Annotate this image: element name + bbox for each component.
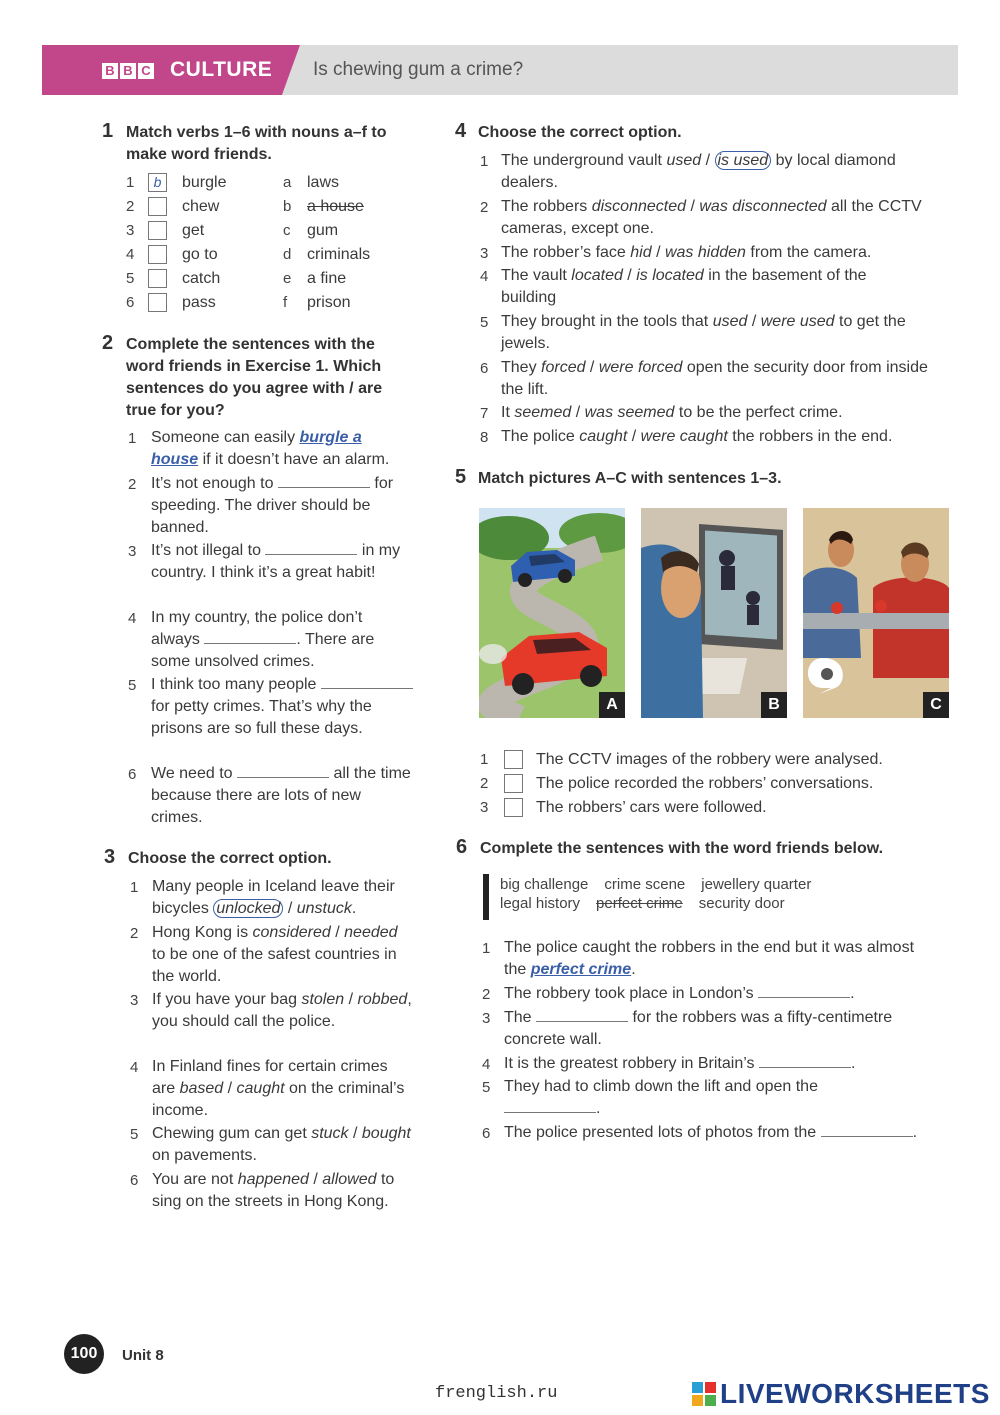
picture-label: B xyxy=(761,692,787,718)
option[interactable]: caught xyxy=(579,428,628,445)
list-item: I think too many people for petty crimes. That’s why the prisons are so full these days. xyxy=(151,674,413,740)
exercise-number: 6 xyxy=(456,836,468,858)
option[interactable]: hid xyxy=(630,244,652,261)
answer-box[interactable] xyxy=(148,197,167,216)
answer-blank[interactable] xyxy=(265,542,357,555)
word-chip: crime scene xyxy=(604,876,686,893)
answer-blank[interactable] xyxy=(278,475,370,488)
list-item: The police recorded the robbers’ conversations. xyxy=(536,775,874,792)
word-chip: perfect crime xyxy=(596,895,683,912)
option[interactable]: based xyxy=(179,1080,224,1097)
option[interactable]: seemed xyxy=(514,404,572,421)
unit-label: Unit 8 xyxy=(122,1347,164,1364)
word-chip: security door xyxy=(698,895,785,912)
option[interactable]: happened xyxy=(237,1171,309,1188)
liveworksheets-logo: LIVEWORKSHEETS xyxy=(692,1378,990,1410)
word-chip: jewellery quarter xyxy=(701,876,812,893)
answer-blank[interactable] xyxy=(759,1055,851,1068)
answer-box[interactable] xyxy=(148,293,167,312)
list-item: The CCTV images of the robbery were analysed. xyxy=(536,751,883,768)
option[interactable]: disconnected xyxy=(591,198,687,215)
word-box xyxy=(500,876,811,912)
answer-blank[interactable] xyxy=(504,1100,596,1113)
bbc-logo: B B C xyxy=(102,63,154,79)
exercise-instruction: Choose the correct option. xyxy=(478,124,682,141)
exercise-instruction: Complete the sentences with the word friends below. xyxy=(480,840,884,857)
option[interactable]: stolen xyxy=(301,991,345,1008)
site-watermark: frenglish.ru xyxy=(435,1384,558,1403)
option[interactable]: stuck xyxy=(311,1125,349,1142)
word-box-bar xyxy=(483,874,489,920)
answer-box[interactable] xyxy=(504,798,523,817)
list-item: Hong Kong is considered / needed to be one of the safest countries in the world. xyxy=(152,924,398,985)
list-item: The robbery took place in London’s . xyxy=(504,985,855,1002)
page-title: Is chewing gum a crime? xyxy=(313,59,524,80)
picture-a xyxy=(479,508,625,718)
exercise-number: 5 xyxy=(455,466,467,488)
answer-box[interactable] xyxy=(504,774,523,793)
list-item: If you have your bag stolen / robbed, you should call the police. xyxy=(152,991,412,1030)
list-item: The robbers disconnected / was disconnected all the CCTV cameras, except one. xyxy=(501,198,922,237)
option[interactable]: was seemed xyxy=(584,404,675,421)
exercise-instruction: Complete the sentences with the word friends in Exercise 1. Which sentences do you agree with / are true for you? xyxy=(126,336,383,419)
liveworksheets-icon xyxy=(692,1382,716,1406)
answer-box[interactable] xyxy=(148,269,167,288)
word-chip: big challenge xyxy=(500,876,589,893)
list-item: They forced / were forced open the security door from inside the lift. xyxy=(501,359,928,398)
option[interactable]: was hidden xyxy=(664,244,746,261)
option[interactable]: unlocked xyxy=(213,899,283,918)
answer-box[interactable] xyxy=(148,221,167,240)
answer-blank[interactable] xyxy=(758,985,850,998)
exercise-instruction: Match verbs 1–6 with nouns a–f to make word friends. xyxy=(126,124,387,163)
list-item: The for the robbers was a fifty-centimetre concrete wall. xyxy=(504,1009,893,1048)
picture-label: A xyxy=(599,692,625,718)
list-item: Many people in Iceland leave their bicycles unlocked / unstuck. xyxy=(152,878,395,917)
option[interactable]: robbed xyxy=(357,991,408,1008)
list-item: It’s not illegal to in my country. I think it’s a great habit! xyxy=(151,542,401,581)
answer-box[interactable] xyxy=(148,245,167,264)
list-item: The underground vault used / is used by local diamond dealers. xyxy=(501,152,896,191)
picture-c xyxy=(803,508,949,718)
list-item: The robbers’ cars were followed. xyxy=(536,799,767,816)
list-item: It is the greatest robbery in Britain’s . xyxy=(504,1055,856,1072)
option[interactable]: used xyxy=(712,313,748,330)
list-item: The police caught / were caught the robbers in the end. xyxy=(501,428,893,445)
picture-b xyxy=(641,508,787,718)
answer-blank[interactable] xyxy=(536,1009,628,1022)
answer-box[interactable] xyxy=(504,750,523,769)
list-item: It seemed / was seemed to be the perfect crime. xyxy=(501,404,843,421)
option[interactable]: used xyxy=(666,152,702,169)
option[interactable]: allowed xyxy=(322,1171,377,1188)
option[interactable]: were forced xyxy=(598,359,683,376)
picture-label: C xyxy=(923,692,949,718)
option[interactable]: located xyxy=(571,267,623,284)
list-item: We need to all the time because there are lots of new crimes. xyxy=(151,765,411,826)
answer-blank[interactable] xyxy=(237,765,329,778)
list-item: Someone can easily burgle a house if it doesn’t have an alarm. xyxy=(151,429,390,468)
list-item: In Finland fines for certain crimes are based / caught on the criminal’s income. xyxy=(152,1058,405,1119)
option[interactable]: unstuck xyxy=(296,900,352,917)
exercise-number: 1 xyxy=(102,120,114,142)
list-item: In my country, the police don’t always . There are some unsolved crimes. xyxy=(151,609,375,670)
exercise-number: 3 xyxy=(104,846,116,868)
detective-icon xyxy=(641,545,703,718)
option[interactable]: is located xyxy=(636,267,704,284)
option[interactable]: needed xyxy=(344,924,398,941)
answer-box[interactable]: b xyxy=(148,173,167,192)
answer-blank[interactable] xyxy=(821,1124,913,1137)
word-chip: legal history xyxy=(500,895,581,912)
page-number: 100 xyxy=(64,1334,104,1374)
answer-blank[interactable] xyxy=(204,631,296,644)
list-item: Chewing gum can get stuck / bought on pavements. xyxy=(152,1125,411,1164)
section-label: CULTURE xyxy=(170,58,273,81)
list-item: The police presented lots of photos from the . xyxy=(504,1124,918,1141)
list-item: It’s not enough to for speeding. The driver should be banned. xyxy=(151,475,394,536)
list-item: They brought in the tools that used / were used to get the jewels. xyxy=(501,313,906,352)
list-item: The vault located / is located in the basement of the building xyxy=(501,267,867,306)
list-item: The police caught the robbers in the end but it was almost the perfect crime. xyxy=(504,939,915,978)
option[interactable]: caught xyxy=(236,1080,285,1097)
option[interactable]: bought xyxy=(361,1125,411,1142)
exercise-instruction: Choose the correct option. xyxy=(128,850,332,867)
option[interactable]: is used xyxy=(715,151,772,170)
option[interactable]: was disconnected xyxy=(699,198,827,215)
list-item: The robber’s face hid / was hidden from the camera. xyxy=(501,244,872,261)
option[interactable]: were caught xyxy=(640,428,728,445)
option[interactable]: forced xyxy=(541,359,586,376)
option[interactable]: were used xyxy=(760,313,835,330)
exercise-number: 4 xyxy=(455,120,467,142)
list-item: You are not happened / allowed to sing on the streets in Hong Kong. xyxy=(152,1171,395,1210)
option[interactable]: considered xyxy=(252,924,331,941)
exercise-number: 2 xyxy=(102,332,114,354)
list-item: They had to climb down the lift and open the . xyxy=(504,1078,818,1117)
exercise-instruction: Match pictures A–C with sentences 1–3. xyxy=(478,470,782,487)
answer-blank[interactable] xyxy=(321,676,413,689)
